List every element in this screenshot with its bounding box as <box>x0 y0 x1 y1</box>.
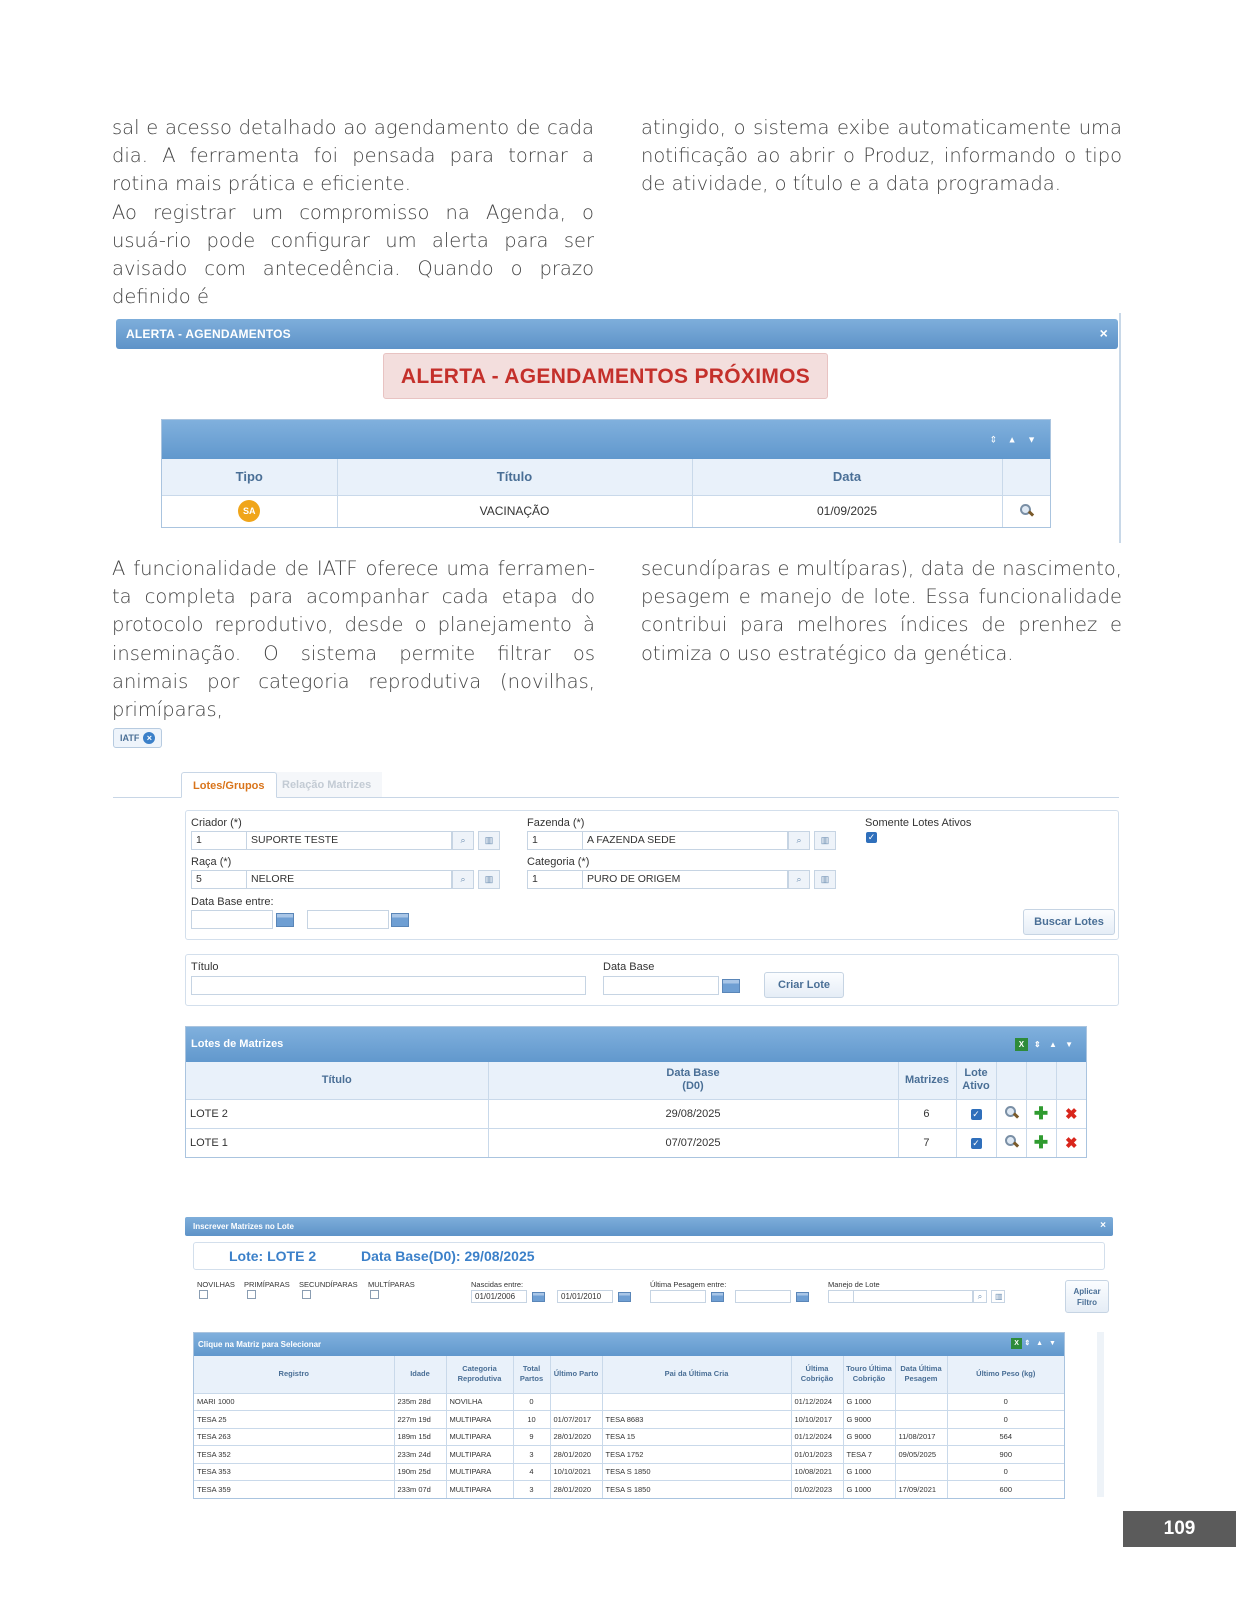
tab-relacao-matrizes[interactable]: Relação Matrizes <box>271 772 382 798</box>
matriz-cell: TESA 8683 <box>602 1411 791 1429</box>
lote-name: Lote: LOTE 2 <box>229 1248 317 1264</box>
alert-title-bar <box>116 319 1118 349</box>
paragraph: atingido, o sistema exibe automaticamente uma notificação ao abrir o Produz, informando o tipo de atividade, o título e a data programada. <box>641 116 1122 196</box>
matriz-cell: 17/09/2021 <box>895 1481 947 1499</box>
matriz-cell: TESA S 1850 <box>602 1463 791 1481</box>
matriz-cell: 01/07/2017 <box>550 1411 602 1429</box>
search-icon[interactable]: ⌕ <box>788 870 810 889</box>
lote-ativo-checkbox[interactable]: ✓ <box>972 1137 980 1148</box>
ativo-header: Ativo <box>962 1080 990 1093</box>
calendar-icon[interactable] <box>276 913 294 927</box>
lote-data-base: Data Base(D0): 29/08/2025 <box>361 1248 535 1264</box>
col2-top-text <box>641 114 1122 199</box>
table-row[interactable] <box>162 495 1050 527</box>
lote-info <box>193 1242 1105 1270</box>
create-lote-panel <box>185 954 1119 1006</box>
ativos-label: Somente Lotes Ativos <box>865 817 972 829</box>
inscrever-title: Inscrever Matrizes no Lote <box>193 1222 294 1231</box>
matrizes-grid-header <box>194 1333 1064 1356</box>
table-row[interactable] <box>194 1428 1064 1446</box>
fazenda-code-input[interactable]: 1 <box>527 831 583 850</box>
close-icon[interactable]: × <box>143 732 155 744</box>
matriz-cell: 01/12/2024 <box>791 1393 843 1411</box>
row-matrizes: 6 <box>898 1099 956 1128</box>
matriz-cell: 564 <box>947 1428 1064 1446</box>
criar-lote-button[interactable]: Criar Lote <box>764 972 844 998</box>
matriz-cell: TESA 353 <box>194 1463 394 1481</box>
categoria-name-input[interactable]: PURO DE ORIGEM <box>582 870 788 889</box>
row-titulo: LOTE 1 <box>186 1128 488 1157</box>
nascidas-label: Nascidas entre: <box>471 1280 524 1289</box>
col-pai[interactable]: Pai da Última Cria <box>602 1356 791 1393</box>
matriz-cell: 28/01/2020 <box>550 1446 602 1464</box>
matriz-cell: MARI 1000 <box>194 1393 394 1411</box>
matriz-cell <box>550 1393 602 1411</box>
search-icon[interactable]: ⌕ <box>452 831 474 850</box>
table-row[interactable] <box>194 1463 1064 1481</box>
aplicar-filtro-button[interactable]: Aplicar Filtro <box>1065 1280 1109 1313</box>
matriz-cell <box>895 1393 947 1411</box>
col-matrizes[interactable]: Matrizes <box>898 1062 956 1099</box>
inscrever-title-bar <box>185 1217 1113 1236</box>
table-row[interactable] <box>194 1411 1064 1429</box>
col-idade[interactable]: Idade <box>394 1356 446 1393</box>
matriz-cell: 0 <box>947 1393 1064 1411</box>
matriz-cell: MULTIPARA <box>446 1428 513 1446</box>
col-actions <box>1002 459 1050 495</box>
matriz-cell: 227m 19d <box>394 1411 446 1429</box>
matriz-cell: G 9000 <box>843 1411 895 1429</box>
fazenda-label: Fazenda (*) <box>527 817 585 829</box>
row-titulo: VACINAÇÃO <box>337 495 692 527</box>
matriz-cell: 600 <box>947 1481 1064 1499</box>
calendar-icon[interactable] <box>796 1292 809 1302</box>
matriz-cell: 9 <box>513 1428 550 1446</box>
matriz-cell: TESA 352 <box>194 1446 394 1464</box>
search-icon[interactable]: ⌕ <box>452 870 474 889</box>
col-titulo[interactable]: Título <box>186 1062 488 1099</box>
lote-ativo-checkbox[interactable]: ✓ <box>972 1108 980 1119</box>
matriz-cell: TESA 7 <box>843 1446 895 1464</box>
alert-window <box>113 313 1121 543</box>
matriz-cell: 3 <box>513 1481 550 1499</box>
categoria-code-input[interactable]: 1 <box>527 870 583 889</box>
add-icon[interactable]: ✚ <box>1033 1103 1049 1123</box>
trash-icon[interactable]: ▥ <box>478 831 500 850</box>
matriz-cell: TESA S 1850 <box>602 1481 791 1499</box>
matriz-cell: TESA 25 <box>194 1411 394 1429</box>
matrizes-grid <box>193 1332 1065 1499</box>
matriz-cell: MULTIPARA <box>446 1446 513 1464</box>
paragraph: A funcionalidade de IATF oferece uma ferramen-ta completa para acompanhar cada etapa do protocolo reprodutivo, desde o planejamento à inseminação. O sistema permite filtrar os animais por categoria reprodutiva (novilhas, primíparas, <box>112 557 595 722</box>
close-icon[interactable]: × <box>1100 1220 1106 1231</box>
row-matrizes: 7 <box>898 1128 956 1157</box>
data-base-header: Data Base <box>666 1067 720 1080</box>
filter-panel <box>185 810 1119 940</box>
search-icon[interactable] <box>1019 503 1033 517</box>
iatf-tab-tag[interactable] <box>113 728 162 748</box>
search-icon[interactable] <box>1004 1105 1018 1119</box>
col-data-base[interactable] <box>488 1062 898 1099</box>
col-touro[interactable]: Touro Última Cobrição <box>843 1356 895 1393</box>
trash-icon[interactable]: ▥ <box>814 831 836 850</box>
criador-label: Criador (*) <box>191 817 242 829</box>
cat-multiparas-label: MULTÍPARAS <box>368 1280 415 1289</box>
trash-icon[interactable]: ▥ <box>814 870 836 889</box>
matriz-cell <box>895 1411 947 1429</box>
matriz-cell: 10/10/2017 <box>791 1411 843 1429</box>
matriz-cell: 189m 15d <box>394 1428 446 1446</box>
cat-novilhas-label: NOVILHAS <box>197 1280 235 1289</box>
table-row[interactable] <box>194 1393 1064 1411</box>
sort-arrows-icon[interactable]: ⇕ ▲ ▼ <box>989 434 1040 444</box>
col-tipo[interactable]: Tipo <box>162 459 337 495</box>
multiparas-checkbox[interactable] <box>370 1290 379 1299</box>
delete-icon[interactable]: ✖ <box>1064 1105 1078 1123</box>
table-row[interactable] <box>186 1128 1086 1157</box>
manejo-code-input[interactable] <box>828 1290 854 1303</box>
sort-arrows-icon[interactable]: ⇕ ▲ ▼ <box>1024 1340 1058 1347</box>
calendar-icon[interactable] <box>618 1292 631 1302</box>
vertical-scrollbar[interactable] <box>1097 1332 1104 1497</box>
cat-secundiparas-label: SECUNDÍPARAS <box>299 1280 358 1289</box>
matriz-cell: 0 <box>513 1393 550 1411</box>
close-icon[interactable]: × <box>1099 325 1108 341</box>
col-data[interactable]: Data <box>692 459 1002 495</box>
raca-name-input[interactable]: NELORE <box>246 870 452 889</box>
criador-code-input[interactable]: 1 <box>191 831 247 850</box>
matriz-cell: MULTIPARA <box>446 1481 513 1499</box>
matriz-cell: G 1000 <box>843 1463 895 1481</box>
ativos-checkbox[interactable]: ✓ <box>867 832 876 842</box>
nascidas-to-input[interactable]: 01/01/2010 <box>557 1290 613 1303</box>
row-data: 07/07/2025 <box>488 1128 898 1157</box>
search-icon[interactable] <box>1004 1134 1018 1148</box>
secundiparas-checkbox[interactable] <box>302 1290 311 1299</box>
col-categoria[interactable]: Categoria Reprodutiva <box>446 1356 513 1393</box>
delete-icon[interactable]: ✖ <box>1064 1134 1078 1152</box>
col-titulo[interactable]: Título <box>337 459 692 495</box>
tab-lotes-grupos[interactable]: Lotes/Grupos <box>181 772 277 798</box>
matrizes-body <box>194 1393 1064 1498</box>
pesagem-to-input[interactable] <box>735 1290 791 1303</box>
matriz-cell: 233m 24d <box>394 1446 446 1464</box>
matriz-cell: 235m 28d <box>394 1393 446 1411</box>
matriz-cell: G 1000 <box>843 1481 895 1499</box>
matriz-cell: 10/08/2021 <box>791 1463 843 1481</box>
matriz-cell: 0 <box>947 1463 1064 1481</box>
matriz-cell: 900 <box>947 1446 1064 1464</box>
calendar-icon[interactable] <box>532 1292 545 1302</box>
matriz-cell: TESA 359 <box>194 1481 394 1499</box>
data-base-label: Data Base <box>603 961 655 973</box>
raca-label: Raça (*) <box>191 856 232 868</box>
matriz-cell: G 9000 <box>843 1428 895 1446</box>
cat-primiparas-label: PRIMÍPARAS <box>244 1280 290 1289</box>
matriz-cell: 3 <box>513 1446 550 1464</box>
col-ultimo-parto[interactable]: Último Parto <box>550 1356 602 1393</box>
table-row[interactable] <box>194 1446 1064 1464</box>
col-ultima-cobricao[interactable]: Última Cobrição <box>791 1356 843 1393</box>
data-base-entre-label: Data Base entre: <box>191 896 274 908</box>
titulo-label: Título <box>191 961 219 973</box>
categoria-label: Categoria (*) <box>527 856 590 868</box>
row-data: 29/08/2025 <box>488 1099 898 1128</box>
matriz-cell: MULTIPARA <box>446 1411 513 1429</box>
matriz-cell: 28/01/2020 <box>550 1428 602 1446</box>
matriz-cell: 190m 25d <box>394 1463 446 1481</box>
lote-header: Lote <box>964 1067 988 1080</box>
col-registro[interactable]: Registro <box>194 1356 394 1393</box>
manejo-label: Manejo de Lote <box>828 1280 880 1289</box>
date-to-input[interactable] <box>307 910 389 929</box>
matriz-cell: 4 <box>513 1463 550 1481</box>
trash-icon[interactable]: ▥ <box>478 870 500 889</box>
fazenda-name-input[interactable]: A FAZENDA SEDE <box>582 831 788 850</box>
matrizes-header-row <box>194 1356 1064 1393</box>
matriz-cell: TESA 263 <box>194 1428 394 1446</box>
inscrever-window <box>185 1217 1115 1497</box>
matriz-cell <box>602 1393 791 1411</box>
iatf-tag-label: IATF <box>120 733 140 743</box>
matriz-cell: G 1000 <box>843 1393 895 1411</box>
calendar-icon[interactable] <box>722 979 740 993</box>
manejo-name-input[interactable] <box>853 1290 973 1303</box>
matriz-cell: NOVILHA <box>446 1393 513 1411</box>
raca-code-input[interactable]: 5 <box>191 870 247 889</box>
matriz-cell: TESA 1752 <box>602 1446 791 1464</box>
matriz-cell: 01/01/2023 <box>791 1446 843 1464</box>
matriz-cell: 10 <box>513 1411 550 1429</box>
col-peso[interactable]: Último Peso (kg) <box>947 1356 1064 1393</box>
matriz-cell <box>895 1463 947 1481</box>
date-from-input[interactable] <box>191 910 273 929</box>
search-icon[interactable]: ⌕ <box>973 1290 987 1303</box>
col-lote-ativo[interactable] <box>956 1062 996 1099</box>
row-data: 01/09/2025 <box>692 495 1002 527</box>
matriz-cell: 09/05/2025 <box>895 1446 947 1464</box>
matriz-cell: 01/02/2023 <box>791 1481 843 1499</box>
excel-icon[interactable]: X <box>1011 1338 1022 1349</box>
matriz-cell: 233m 07d <box>394 1481 446 1499</box>
iatf-screen <box>113 728 1123 1168</box>
col-total-partos[interactable]: Total Partos <box>513 1356 550 1393</box>
paragraph: secundíparas e multíparas), data de nascimento, pesagem e manejo de lote. Essa funcionalidade contribui para melhores índices de prenhez e otimiza o uso estratégico da genética. <box>641 557 1122 665</box>
matriz-cell: 28/01/2020 <box>550 1481 602 1499</box>
excel-icon[interactable]: X <box>1015 1038 1028 1051</box>
col-data-pesagem[interactable]: Data Última Pesagem <box>895 1356 947 1393</box>
col1-top-text <box>112 114 594 311</box>
calendar-icon[interactable] <box>711 1292 724 1302</box>
matrizes-grid-title: Clique na Matriz para Selecionar <box>198 1340 322 1349</box>
primiparas-checkbox[interactable] <box>247 1290 256 1299</box>
col1-mid-text <box>112 555 595 724</box>
paragraph: sal e acesso detalhado ao agendamento de cada dia. A ferramenta foi pensada para tornar a rotina mais prática e eficiente. <box>112 116 594 196</box>
data-base-header-sub: (D0) <box>682 1080 704 1093</box>
alert-grid <box>161 419 1051 528</box>
lotes-grid-header <box>186 1027 1086 1062</box>
titulo-input[interactable] <box>191 976 586 995</box>
paragraph: Ao registrar um compromisso na Agenda, o usuá-rio pode configurar um alerta para ser avisado com antecedência. Quando o prazo definido é <box>112 200 594 309</box>
col2-mid-text <box>641 555 1122 668</box>
search-icon[interactable]: ⌕ <box>788 831 810 850</box>
matriz-cell: 01/12/2024 <box>791 1428 843 1446</box>
nascidas-from-input[interactable]: 01/01/2006 <box>471 1290 527 1303</box>
pesagem-label: Última Pesagem entre: <box>650 1280 727 1289</box>
matriz-cell: TESA 15 <box>602 1428 791 1446</box>
table-row[interactable] <box>194 1481 1064 1499</box>
matriz-cell: 10/10/2021 <box>550 1463 602 1481</box>
add-icon[interactable]: ✚ <box>1033 1132 1049 1152</box>
trash-icon[interactable]: ▥ <box>991 1290 1005 1303</box>
alert-window-title: ALERTA - AGENDAMENTOS <box>126 327 291 341</box>
matriz-cell: MULTIPARA <box>446 1463 513 1481</box>
lotes-grid <box>185 1026 1087 1158</box>
alert-banner: ALERTA - AGENDAMENTOS PRÓXIMOS <box>383 353 828 399</box>
page-number: 109 <box>1123 1511 1236 1547</box>
criador-name-input[interactable]: SUPORTE TESTE <box>246 831 452 850</box>
matriz-cell: 11/08/2017 <box>895 1428 947 1446</box>
novilhas-checkbox[interactable] <box>199 1290 208 1299</box>
table-row[interactable] <box>186 1099 1086 1128</box>
calendar-icon[interactable] <box>391 913 409 927</box>
tipo-badge: SA <box>238 500 260 522</box>
sort-arrows-icon[interactable]: ⇕ ▲ ▼ <box>1034 1040 1076 1049</box>
data-base-input[interactable] <box>603 976 719 995</box>
lotes-grid-title: Lotes de Matrizes <box>191 1038 284 1050</box>
row-titulo: LOTE 2 <box>186 1099 488 1128</box>
alert-grid-header <box>162 420 1050 459</box>
matriz-cell: 0 <box>947 1411 1064 1429</box>
buscar-lotes-button[interactable]: Buscar Lotes <box>1023 909 1115 935</box>
pesagem-from-input[interactable] <box>650 1290 706 1303</box>
